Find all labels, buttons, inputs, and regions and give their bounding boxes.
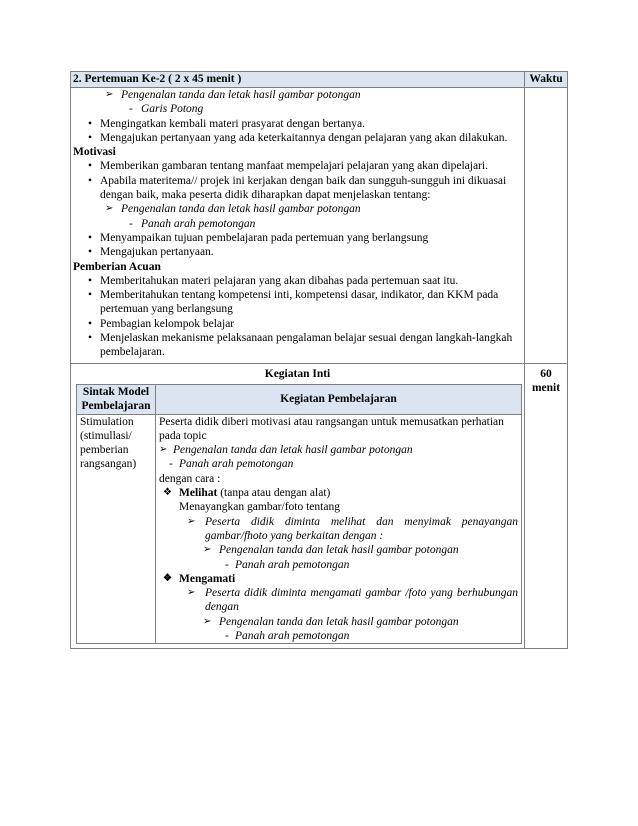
list-item: - Panah arah pemotongan [73,217,522,231]
waktu-value: 60 [540,367,552,380]
list-item: ➢ Peserta didik diminta melihat dan menyimak penayangan gambar/fhoto yang berkaitan dengan : [159,515,518,544]
melihat-label: Melihat [179,487,218,500]
list-item: • Memberikan gambaran tentang manfaat mempelajari pelajaran yang akan dipelajari. [73,159,522,173]
list-item: • Apabila materitema// projek ini kerjakan dengan baik dan sungguh-sungguh ini dikuasai dengan baik, maka peserta didik diharapkan dapat menjelaskan tentang: [73,174,522,203]
list-item: ➢ Pengenalan tanda dan letak hasil gambar potongan [159,443,518,457]
inti-inner-table [76,384,522,644]
list-item: • Memberitahukan tentang kompetensi inti, kompetensi dasar, indikator, dan KKM pada pertemuan yang berlangsung [73,288,522,317]
lesson-table [70,71,568,649]
list-item: • Mengajukan pertanyaan yang ada keterkaitannya dengan pelajaran yang akan dilakukan. [73,131,522,145]
meeting-title: 2. Pertemuan Ke-2 ( 2 x 45 menit ) [71,72,525,88]
waktu-header: Waktu [525,72,568,88]
inti-row [71,363,568,649]
kegiatan-paragraph: Peserta didik diberi motivasi atau rangsangan untuk memusatkan perhatian pada topic [159,415,504,442]
acuan-heading: Pemberian Acuan [73,260,161,273]
list-item: ➢ Pengenalan tanda dan letak hasil gambar potongan [159,543,518,557]
list-item: ➢ Pengenalan tanda dan letak hasil gambar potongan [73,88,522,102]
list-item: • Mengingatkan kembali materi prasyarat dengan bertanya. [73,117,522,131]
pendahuluan-cell [71,88,525,364]
list-item: ➢ Pengenalan tanda dan letak hasil gambar potongan [73,202,522,216]
list-item: ➢ Peserta didik diminta mengamati gambar /foto yang berhubungan dengan [159,586,518,615]
list-item: • Menyampaikan tujuan pembelajaran pada pertemuan yang berlangsung [73,231,522,245]
kegiatan-header: Kegiatan Pembelajaran [156,384,522,414]
pendahuluan-waktu [525,88,568,364]
list-item: - Garis Potong [73,102,522,116]
melihat-detail: (tanpa atau dengan alat) [217,487,331,500]
list-item [159,486,518,500]
motivasi-heading: Motivasi [73,146,116,159]
list-item: • Menjelaskan mekanisme pelaksanaan pengalaman belajar sesuai dengan langkah-langkah pembelajaran. [73,331,522,363]
list-item: • Pembagian kelompok belajar [73,317,522,331]
pendahuluan-row [71,88,568,364]
cara-label: dengan cara : [159,472,221,485]
inti-waktu [525,363,568,649]
list-item: • Mengajukan pertanyaan. [73,245,522,259]
kegiatan-cell [156,414,522,644]
menayangkan-text: Menayangkan gambar/foto tentang [179,501,340,514]
list-item: - Panah arah pemotongan [159,558,518,572]
list-item: ➢ Pengenalan tanda dan letak hasil gambar potongan [159,615,518,629]
list-item: - Panah arah pemotongan [159,457,518,471]
list-item: - Panah arah pemotongan [159,629,518,643]
inti-title: Kegiatan Inti [264,367,331,380]
sintak-cell: Stimulation (stimullasi/ pemberian rangsangan) [77,414,156,644]
header-row [71,72,568,88]
waktu-unit: menit [531,381,561,394]
inner-header-row [77,384,522,414]
sintak-header: Sintak Model Pembelajaran [77,384,156,414]
list-item: • Memberitahukan materi pelajaran yang akan dibahas pada pertemuan saat itu. [73,274,522,288]
stimulation-row [77,414,522,644]
list-item: ❖ Mengamati [159,572,518,586]
inti-cell [71,363,525,649]
